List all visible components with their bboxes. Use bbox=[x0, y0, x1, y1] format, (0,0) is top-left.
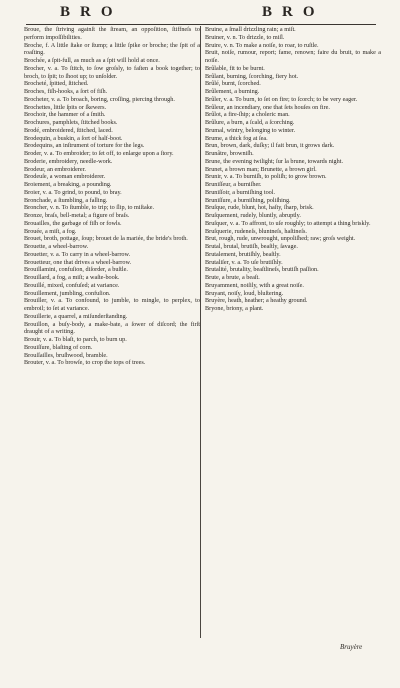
dictionary-entry: Brocher, v. a. To ſtitch, to ſow groſsly, to faſten a book together; to broch, to ſpit; to ſhoot up; to unſolder. bbox=[24, 64, 200, 80]
dictionary-entry: Broue, the ſtriving againſt the ſtream, an oppoſition, ſtiffneſs to perform impoſſibilities. bbox=[24, 26, 200, 41]
dictionary-entry: Brûlable, fit to be burnt. bbox=[205, 64, 265, 72]
dictionary-entry: Brouet, broth, pottage, ſoup; brouet de la mariée, the bride's broth. bbox=[24, 235, 188, 243]
dictionary-entry: Brouillon, a buſy-body, a make-bate, a ſower of diſcord; the firſt draught of a writing. bbox=[24, 320, 200, 336]
dictionary-entry: Brûlant, burning, ſcorching, fiery hot. bbox=[205, 72, 299, 80]
dictionary-entry: Bruniſſure, a burniſhing, poliſhing. bbox=[205, 196, 291, 204]
dictionary-entry: Brochures, pamphlets, ſtitched books. bbox=[24, 119, 118, 126]
dictionary-entry: Bruit, noiſe, rumour, report; fame, renown; faire du bruit, to make a noiſe. bbox=[205, 49, 381, 64]
dictionary-entry: Brume, a thick fog at ſea. bbox=[205, 134, 268, 142]
dictionary-entry: Brouée, a miſt, a fog. bbox=[24, 227, 77, 235]
dictionary-entry: Brouillamini, confuſion, diſorder, a buſtle. bbox=[24, 266, 128, 274]
dictionary-entry: Brouter, v. a. To browſe, to crop the tops of trees. bbox=[24, 359, 146, 367]
dictionary-entry: Brodé, embroidered, ſtitched, laced. bbox=[24, 126, 113, 134]
dictionary-entry: Bruyère, heath, heather; a heathy ground. bbox=[205, 297, 308, 305]
right-column bbox=[205, 26, 381, 646]
running-head bbox=[0, 4, 400, 22]
header-rule bbox=[26, 24, 376, 25]
dictionary-entry: Brûlé, burnt, ſcorched. bbox=[205, 80, 261, 88]
dictionary-entry: Broncher, v. n. To ſtumble, to trip; to ſlip, to miſtake. bbox=[24, 204, 155, 212]
dictionary-entry: Brouailles, the garbage of fiſh or fowls. bbox=[24, 219, 122, 227]
dictionary-entry: Brûlot, a fire-ſhip; a choleric man. bbox=[205, 111, 290, 119]
dictionary-entry: Bruine, a ſmall drizzling rain; a miſt. bbox=[205, 26, 296, 33]
dictionary-entry: Bruiner, v. n. To drizzle, to miſl. bbox=[205, 33, 285, 41]
dictionary-entry: Bruſque, rude, blunt, hot, haſty, ſharp, brisk. bbox=[205, 204, 314, 212]
dictionary-entry: Brune, the evening twilight; ſur la brune, towards night. bbox=[205, 157, 343, 165]
dictionary-entry: Brouir, v. a. To blaſt, to parch, to burn up. bbox=[24, 336, 127, 343]
dictionary-entry: Brûlement, a burning. bbox=[205, 88, 260, 95]
dictionary-entry: Brutal, brutal, brutiſh, beaſtly, ſavage. bbox=[205, 243, 298, 250]
dictionary-entry: Brouiller, v. a. To confound, to jumble, to mingle, to perplex, to embroil; to ſet at variance. bbox=[24, 297, 200, 312]
dictionary-entry: Brodeur, an embroiderer. bbox=[24, 165, 86, 173]
dictionary-entry: Brûler, v. a. To burn, to ſet on fire; to ſcorch; to be very eager. bbox=[205, 95, 358, 103]
dictionary-entry: Broderie, embroidery, needle-work. bbox=[24, 157, 113, 165]
dictionary-entry: Bruyamment, noiſily, with a great noiſe. bbox=[205, 281, 304, 289]
dictionary-entry: Brutaliſer, v. a. To uſe brutiſhly. bbox=[205, 258, 283, 266]
dictionary-entry: Brochettes, little ſpits or ſkewers. bbox=[24, 103, 107, 111]
dictionary-entry: Brochoir, the hammer of a ſmith. bbox=[24, 111, 106, 119]
dictionary-entry: Brunet, a brown man; Brunette, a brown girl. bbox=[205, 165, 317, 173]
dictionary-entry: Brouillerie, a quarrel, a miſunderſtanding. bbox=[24, 312, 128, 320]
dictionary-entry: Bronze, braſs, bell-metal; a figure of braſs. bbox=[24, 212, 130, 219]
dictionary-entry: Brocheter, v. a. To broach, boring, croſſing, piercing through. bbox=[24, 95, 175, 103]
dictionary-entry: Brochée, a ſpit-full, as much as a ſpit will hold at once. bbox=[24, 57, 160, 64]
dictionary-entry: Brodequins, an inſtrument of torture for the legs. bbox=[24, 142, 145, 150]
dictionary-entry: Brouiſſure, blaſting of corn. bbox=[24, 343, 93, 351]
dictionary-entry: Bruniſſeur, a burniſher. bbox=[205, 181, 262, 188]
dictionary-entry: Brutalité, brutality, beaſtlineſs, brutiſh paſſion. bbox=[205, 266, 319, 274]
dictionary-entry: Brouillard, a fog, a miſt; a waſte-book. bbox=[24, 274, 120, 281]
dictionary-entry: Brouette, a wheel-barrow. bbox=[24, 243, 89, 250]
dictionary-entry: Brouillement, jumbling, confuſion. bbox=[24, 289, 111, 297]
dictionary-entry: Bruſquement, rudely, bluntly, abruptly. bbox=[205, 212, 301, 219]
dictionary-entry: Brutalement, brutiſhly, beaſtly. bbox=[205, 250, 281, 258]
dictionary-entry: Brouetteur, one that drives a wheel-barrow. bbox=[24, 258, 132, 266]
dictionary-entry: Brut, rough, rude, unwrought, unpoliſhed; raw; groſs weight. bbox=[205, 235, 356, 243]
running-head-left: BRO bbox=[60, 4, 123, 20]
running-head-right: BRO bbox=[262, 4, 325, 20]
dictionary-entry: Bronchade, a ſtumbling, a falling. bbox=[24, 196, 108, 204]
dictionary-entry: Brunâtre, browniſh. bbox=[205, 150, 254, 157]
dictionary-entry: Bruſquerie, rudeneſs, bluntneſs, haſtineſs. bbox=[205, 227, 307, 235]
dictionary-entry: Bruyant, noiſy, loud, bluſtering. bbox=[205, 289, 284, 297]
dictionary-entry: Brute, a brute, a beaſt. bbox=[205, 274, 260, 281]
dictionary-entry: Brûleur, an incendiary, one that ſets houſes on fire. bbox=[205, 103, 330, 111]
dictionary-entry: Brunir, v. a. To burniſh, to poliſh; to grow brown. bbox=[205, 173, 327, 181]
dictionary-entry: Brun, brown, dark, duſky; il fait brun, it grows dark. bbox=[205, 142, 335, 150]
dictionary-entry: Bruire, v. n. To make a noiſe, to roar, to ruſtle. bbox=[205, 41, 319, 49]
dictionary-entry: Brûlure, a burn, a ſcald, a ſcorching. bbox=[205, 119, 295, 126]
left-column bbox=[24, 26, 200, 646]
dictionary-entry: Brouillé, mixed, confuſed; at variance. bbox=[24, 281, 120, 289]
dictionary-entry: Brumal, wintry, belonging to winter. bbox=[205, 126, 296, 134]
dictionary-entry: Brocheté, ſpitted, ſtitched. bbox=[24, 80, 89, 88]
dictionary-entry: Bryone, briony, a plant. bbox=[205, 305, 264, 312]
dictionary-entry: Broches, fiſh-hooks, a ſort of fiſh. bbox=[24, 88, 108, 95]
dictionary-entry: Broier, v. a. To grind, to pound, to bray. bbox=[24, 188, 122, 196]
column-divider bbox=[200, 26, 201, 638]
dictionary-entry: Brodequin, a buskin, a ſort of half-boot. bbox=[24, 134, 123, 142]
dictionary-entry: Broche, f. A little ſtake or ſtump; a little ſpike or broche; the ſpit of a roaſting. bbox=[24, 41, 200, 57]
dictionary-entry: Brodeuſe, a woman embroiderer. bbox=[24, 173, 106, 181]
dictionary-entry: Brouetter, v. a. To carry in a wheel-barrow. bbox=[24, 250, 131, 258]
dictionary-entry: Bruſquer, v. a. To affront, to uſe roughly; to attempt a thing briskly. bbox=[205, 219, 371, 227]
dictionary-entry: Bruniſſoir, a burniſhing tool. bbox=[205, 188, 276, 196]
catchword: Bruyère bbox=[340, 643, 363, 651]
dictionary-entry: Broiement, a breaking, a pounding. bbox=[24, 181, 112, 188]
dictionary-entry: Broder, v. a. To embroider; to ſet off, to enlarge upon a ſtory. bbox=[24, 150, 174, 157]
dictionary-entry: Brouſſailles, bruſhwood, bramble. bbox=[24, 351, 108, 359]
